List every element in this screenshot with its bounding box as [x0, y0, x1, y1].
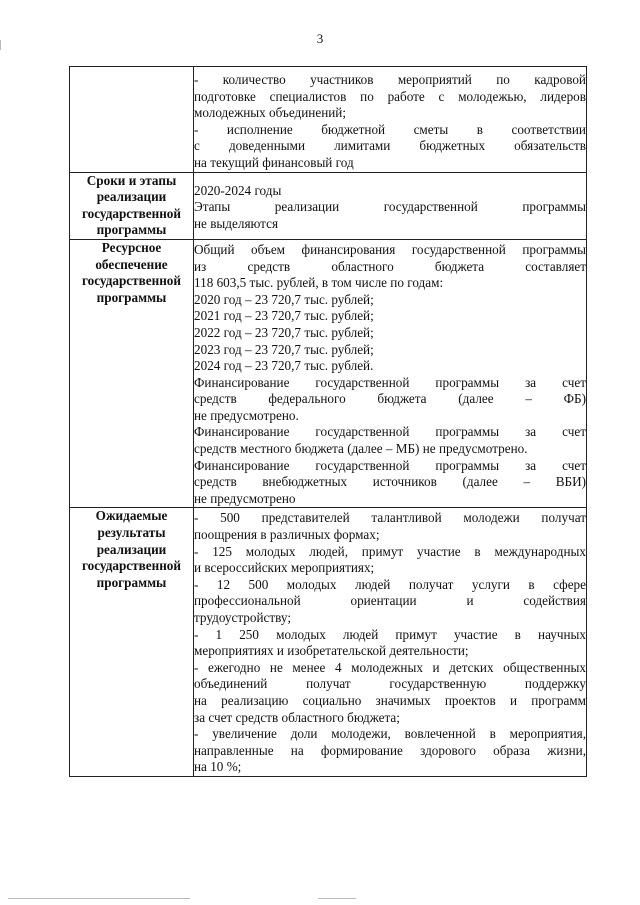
text-line: 2022 год – 23 720,7 тыс. рублей;	[194, 324, 374, 340]
row-label-line: государственной	[82, 205, 181, 221]
row-content	[194, 239, 587, 508]
row-label-line: программы	[96, 289, 167, 305]
text-line: - количество участников мероприятий по кадровой	[194, 72, 586, 87]
row-label-line: результаты	[97, 525, 166, 541]
scan-artifact	[318, 898, 356, 899]
row-label-line: реализации	[96, 189, 167, 205]
text-line: на реализацию социально значимых проектов и программ	[194, 692, 586, 708]
text-line: - 125 молодых людей, примут участие в международных	[194, 543, 586, 559]
text-line: - исполнение бюджетной сметы в соответствии	[194, 121, 586, 137]
row-content	[194, 508, 587, 777]
text-line: подготовке специалистов по работе с молодежью, лидеров	[194, 88, 586, 104]
text-line: профессиональной ориентации и содействия	[194, 593, 586, 609]
text-line: 2021 год – 23 720,7 тыс. рублей;	[194, 308, 374, 324]
text-line: за счет средств областного бюджета;	[194, 709, 400, 725]
text-line: средств внебюджетных источников (далее – ВБИ)	[194, 474, 586, 490]
text-line: 118 603,5 тыс. рублей, в том числе по годам:	[194, 275, 444, 291]
text-line: - 1 250 молодых людей примут участие в научных	[194, 626, 586, 642]
table-row	[70, 239, 587, 508]
text-line: - увеличение доли молодежи, вовлеченной в мероприятия,	[194, 726, 586, 742]
text-line: - 500 представителей талантливой молодежи получат	[194, 510, 586, 526]
text-line: 2023 год – 23 720,7 тыс. рублей;	[194, 341, 374, 357]
text-line: из средств областного бюджета составляет	[194, 258, 586, 274]
program-passport-table	[69, 66, 587, 777]
row-label	[70, 239, 194, 508]
text-line: средств федерального бюджета (далее – ФБ)	[194, 391, 586, 407]
scan-artifact	[8, 898, 190, 899]
scan-artifact	[0, 40, 1, 50]
text-line: Этапы реализации государственной программы	[194, 199, 586, 215]
text-line: Финансирование государственной программы за счет	[194, 424, 586, 440]
row-label-line: обеспечение	[95, 256, 168, 272]
row-content	[194, 172, 587, 239]
row-content	[194, 67, 587, 173]
text-line: мероприятиях и изобретательской деятельности;	[194, 643, 469, 659]
row-label-line: реализации	[96, 541, 167, 557]
text-line: средств местного бюджета (далее – МБ) не предусмотрено.	[194, 441, 528, 457]
text-line: объединений получат государственную поддержку	[194, 676, 586, 692]
text-line: 2024 год – 23 720,7 тыс. рублей.	[194, 358, 374, 374]
row-label-line: программы	[96, 222, 167, 238]
text-line: на текущий финансовый год	[194, 154, 354, 170]
row-label	[70, 67, 194, 173]
row-label-line: Сроки и этапы	[86, 172, 177, 188]
text-line: Финансирование государственной программы за счет	[194, 457, 586, 473]
row-label-line: Ресурсное	[101, 239, 162, 255]
text-line: трудоустройству;	[194, 610, 291, 625]
row-label	[70, 508, 194, 777]
text-line: молодежных объединений;	[194, 105, 347, 121]
text-line: не предусмотрено.	[194, 407, 299, 423]
text-line: с доведенными лимитами бюджетных обязательств	[194, 138, 586, 154]
table-row	[70, 67, 587, 173]
text-line: на 10 %;	[194, 759, 242, 775]
text-line: не предусмотрено	[194, 490, 296, 506]
row-label-line: государственной	[82, 558, 181, 574]
text-line: не выделяются	[194, 215, 279, 231]
text-line: направленные на формирование здорового образа жизни,	[194, 742, 586, 758]
text-line: - ежегодно не менее 4 молодежных и детских общественных	[194, 659, 586, 675]
table-row	[70, 508, 587, 777]
text-line: Финансирование государственной программы за счет	[194, 374, 586, 390]
text-line: и всероссийских мероприятиях;	[194, 560, 375, 576]
row-label-line: Ожидаемые	[95, 508, 168, 524]
text-line: поощрения в различных формах;	[194, 527, 380, 543]
row-label-line: государственной	[82, 273, 181, 289]
row-label-line: программы	[96, 574, 167, 590]
text-line: 2020 год – 23 720,7 тыс. рублей;	[194, 291, 374, 307]
page-number: 3	[316, 31, 324, 46]
text-line: 2020-2024 годы	[194, 182, 282, 198]
table-row	[70, 172, 587, 239]
row-label	[70, 172, 194, 239]
text-line: Общий объем финансирования государственной программы	[194, 241, 586, 257]
text-line: - 12 500 молодых людей получат услуги в сфере	[194, 576, 586, 592]
